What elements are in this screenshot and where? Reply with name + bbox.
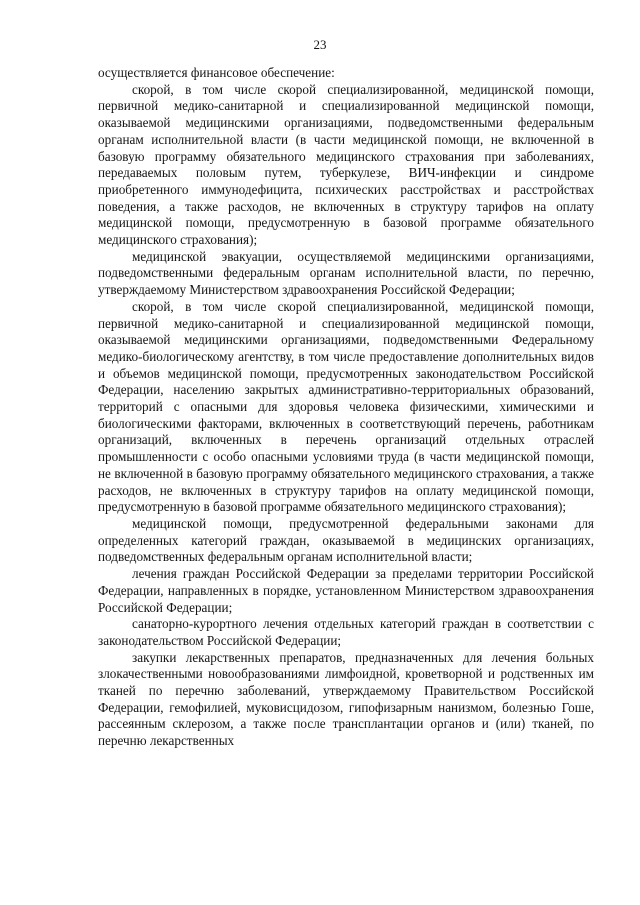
page-number: 23	[313, 37, 327, 52]
document-body	[98, 65, 594, 750]
paragraph-sanatorium-treatment: санаторно-курортного лечения отдельных категорий граждан в соответствии с законодательством Российской Федерации;	[98, 616, 594, 648]
paragraph-intro: осуществляется финансовое обеспечение:	[98, 65, 335, 80]
paragraph-treatment-abroad: лечения граждан Российской Федерации за пределами территории Российской Федерации, направленных в порядке, установленном Министерством здравоохранения Российской Федерации;	[98, 566, 594, 615]
paragraph-medical-evacuation: медицинской эвакуации, осуществляемой медицинскими организациями, подведомственными федеральным органам исполнительной власти, по перечню, утверждаемому Министерством здравоохранения Российской Федерации;	[98, 248, 594, 298]
paragraph-federal-law-care: медицинской помощи, предусмотренной федеральными законами для определенных категорий граждан, оказываемой в медицинских организациях, подведомственных федеральным органам исполнительной власти;	[98, 515, 594, 565]
paragraph-fmba-care: скорой, в том числе скорой специализированной, медицинской помощи, первичной медико-санитарной и специализированной медицинской помощи, оказываемой медицинскими организациями, подведомственными Федеральному медико-биологическому агентству, в том числе предоставление дополнительных видов и объемов медицинской помощи, предусмотренных законодательством Российской Федерации, населению закрытых административно-территориальных образований, территорий с опасными для здоровья человека физическими, химическими и биологическими факторами, включенных в соответствующий перечень, работникам организаций, включенных в перечень организаций отдельных отраслей промышленности с особо опасными условиями труда (в части медицинской помощи, не включенной в базовую программу обязательного медицинского страхования, а также расходов, не включенных в структуру тарифов на оплату медицинской помощи, предусмотренную в базовой программе обязательного медицинского страхования);	[98, 298, 594, 515]
paragraph-emergency-federal-bodies: скорой, в том числе скорой специализированной, медицинской помощи, первичной медико-санитарной и специализированной медицинской помощи, оказываемой медицинскими организациями, подведомственными федеральным органам исполнительной власти (в части медицинской помощи, не включенной в базовую программу обязательного медицинского страхования при заболеваниях, передаваемых половым путем, туберкулезе, ВИЧ-инфекции и синдроме приобретенного иммунодефицита, психических расстройствах и расстройствах поведения, а также расходов, не включенных в структуру тарифов на оплату медицинской помощи, предусмотренную в базовой программе обязательного медицинского страхования);	[98, 81, 594, 248]
paragraph-drug-procurement: закупки лекарственных препаратов, предназначенных для лечения больных злокачественными новообразованиями лимфоидной, кроветворной и родственных им тканей по перечню заболеваний, утверждаемому Правительством Российской Федерации, гемофилией, муковисцидозом, гипофизарным нанизмом, болезнью Гоше, рассеянным склерозом, а также после трансплантации органов и (или) тканей, по перечню лекарственных	[98, 649, 594, 749]
